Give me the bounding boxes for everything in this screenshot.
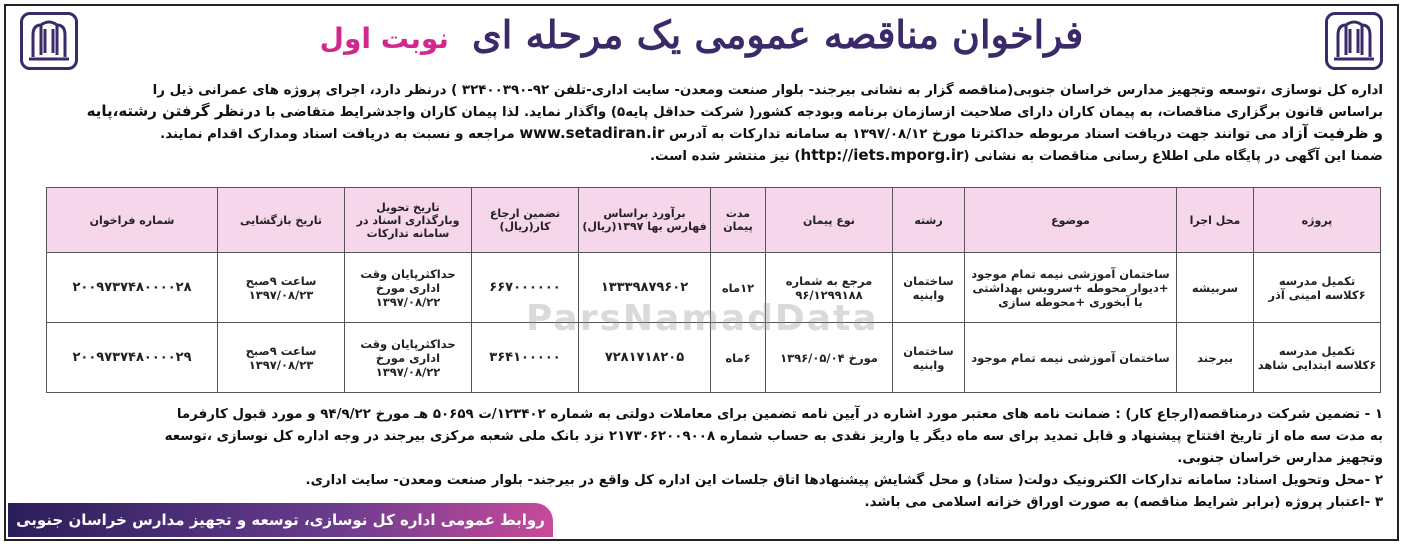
condition-line: ۱ - تضمین شرکت درمناقصه(ارجاع کار) : ضمانت نامه های معتبر مورد اشاره در آیین نامه تضمین برای معاملات دولتی به شماره ۱۲۳۴۰۲/ت ۵۰۶۵۹ هـ مورخ ۹۴/۹/۲۲ و مورد قبول کارفرما	[176, 407, 1383, 422]
header	[6, 6, 1397, 78]
cell-estimate: ۷۲۸۱۷۱۸۲۰۵	[579, 323, 711, 393]
col-header: رشته	[893, 188, 965, 253]
iets-url-link[interactable]: http://iets.mporg.ir	[800, 146, 964, 164]
cell-opening-date: ساعت ۹صبح ۱۳۹۷/۰۸/۲۳	[218, 253, 345, 323]
cell-call-number: ۲۰۰۹۷۳۷۴۸۰۰۰۰۲۸	[47, 253, 218, 323]
condition-line: به مدت سه ماه از تاریخ افتتاح پیشنهاد و قابل تمدید برای سه ماه دیگر یا واریز نقدی به حساب شماره ۲۱۷۳۰۶۲۰۰۹۰۰۸ نزد بانک ملی شعبه مرکزی بیرجند در وجه اداره کل نوسازی ،توسعه	[164, 429, 1383, 444]
advertisement-frame	[4, 4, 1399, 541]
cell-delivery-date: حداکثرپایان وقت اداری مورخ ۱۳۹۷/۰۸/۲۲	[345, 323, 472, 393]
cell-project: تکمیل مدرسه ۶کلاسه امینی آذر	[1254, 253, 1381, 323]
cell-subject: ساختمان آموزشی نیمه تمام موجود +دیوار محوطه +سرویس بهداشتی با آبخوری +محوطه سازی	[965, 253, 1177, 323]
col-header: نوع پیمان	[766, 188, 893, 253]
col-header: شماره فراخوان	[47, 188, 218, 253]
condition-line: ۲ -محل وتحویل اسناد: سامانه تدارکات الکترونیک دولت( ستاد) و محل گشایش پیشنهادها اتاق جلسات این اداره کل واقع در بیرجند- بلوار صنعت ومعدن- سایت اداری.	[305, 473, 1383, 488]
footer-band: روابط عمومی اداره کل نوسازی، توسعه و تجهیز مدارس خراسان جنوبی	[8, 503, 553, 537]
cell-guarantee: ۶۶۷۰۰۰۰۰۰	[472, 253, 579, 323]
cell-estimate: ۱۳۳۳۹۸۷۹۶۰۲	[579, 253, 711, 323]
cell-contract-type: مرجع به شماره ۹۶/۱۲۹۹۱۸۸	[766, 253, 893, 323]
cell-contract-type: مورخ ۱۳۹۶/۰۵/۰۴	[766, 323, 893, 393]
condition-line: وتجهیز مدارس خراسان جنوبی.	[1177, 451, 1383, 466]
condition-line: ۳ -اعتبار پروژه (برابر شرایط مناقصه) به صورت اوراق خزانه اسلامی می باشد.	[864, 495, 1383, 510]
table-header-row	[47, 188, 1381, 253]
col-header: پروژه	[1254, 188, 1381, 253]
cell-subject: ساختمان آموزشی نیمه تمام موجود	[965, 323, 1177, 393]
cell-project: تکمیل مدرسه ۶کلاسه ابتدایی شاهد	[1254, 323, 1381, 393]
cell-field: ساختمان وابنیه	[893, 253, 965, 323]
intro-line: براساس قانون برگزاری مناقصات، به پیمان کاران دارای صلاحیت ازسازمان برنامه وبودجه کشور( شرکت حداقل پایه۵) واگذار نماید. لذا پیمان کاران واجدشرایط متقاضی با درنظر گرفتن رشته،پایه	[86, 102, 1383, 120]
col-header: تضمین ارجاع کار(ریال)	[472, 188, 579, 253]
conditions-list	[23, 404, 1383, 514]
title-block	[6, 12, 1397, 57]
page-title: فراخوان مناقصه عمومی یک مرحله ای	[472, 12, 1084, 57]
intro-emphasis: و ظرفیت آزاد	[1281, 124, 1383, 142]
intro-emphasis: درنظر گرفتن رشته،پایه	[86, 102, 261, 120]
projects-table	[46, 187, 1381, 393]
col-header: موضوع	[965, 188, 1177, 253]
col-header: تاریخ تحویل وبارگذاری اسناد در سامانه تدارکات	[345, 188, 472, 253]
col-header: مدت پیمان	[711, 188, 766, 253]
turn-label: نوبت اول	[319, 22, 449, 55]
intro-line: ضمنا این آگهی در پایگاه ملی اطلاع رسانی مناقصات به نشانی (http://iets.mporg.ir) نیز منتشر شده است.	[649, 146, 1383, 164]
intro-line: اداره کل نوسازی ،توسعه وتجهیز مدارس خراسان جنوبی(مناقصه گزار به نشانی بیرجند- بلوار صنعت ومعدن- سایت اداری-تلفن ۹۲-۳۲۴۰۰۳۹۰ ) درنظر دارد، اجرای پروژه های عمرانی ذیل را	[152, 83, 1383, 98]
cell-call-number: ۲۰۰۹۷۳۷۴۸۰۰۰۰۲۹	[47, 323, 218, 393]
cell-guarantee: ۳۶۴۱۰۰۰۰۰	[472, 323, 579, 393]
intro-line: و ظرفیت آزاد می توانند جهت دریافت اسناد مربوطه حداکثرتا مورخ ۱۳۹۷/۰۸/۱۲ به سامانه تدارکات به آدرس www.setadiran.ir مراجعه و نسبت به دریافت اسناد ومدارک اقدام نمایند.	[160, 124, 1383, 142]
cell-field: ساختمان وابنیه	[893, 323, 965, 393]
cell-duration: ۶ماه	[711, 323, 766, 393]
watermark: ParsNamadData	[526, 298, 879, 339]
col-header: محل اجرا	[1177, 188, 1254, 253]
col-header: تاریخ بازگشایی	[218, 188, 345, 253]
cell-duration: ۱۲ماه	[711, 253, 766, 323]
cell-location: سربیشه	[1177, 253, 1254, 323]
col-header: برآورد براساس فهارس بها ۱۳۹۷(ریال)	[579, 188, 711, 253]
cell-opening-date: ساعت ۹صبح ۱۳۹۷/۰۸/۲۳	[218, 323, 345, 393]
setad-url-link[interactable]: www.setadiran.ir	[519, 124, 665, 142]
cell-location: بیرجند	[1177, 323, 1254, 393]
intro-paragraph	[23, 80, 1383, 167]
cell-delivery-date: حداکثرپایان وقت اداری مورخ ۱۳۹۷/۰۸/۲۲	[345, 253, 472, 323]
